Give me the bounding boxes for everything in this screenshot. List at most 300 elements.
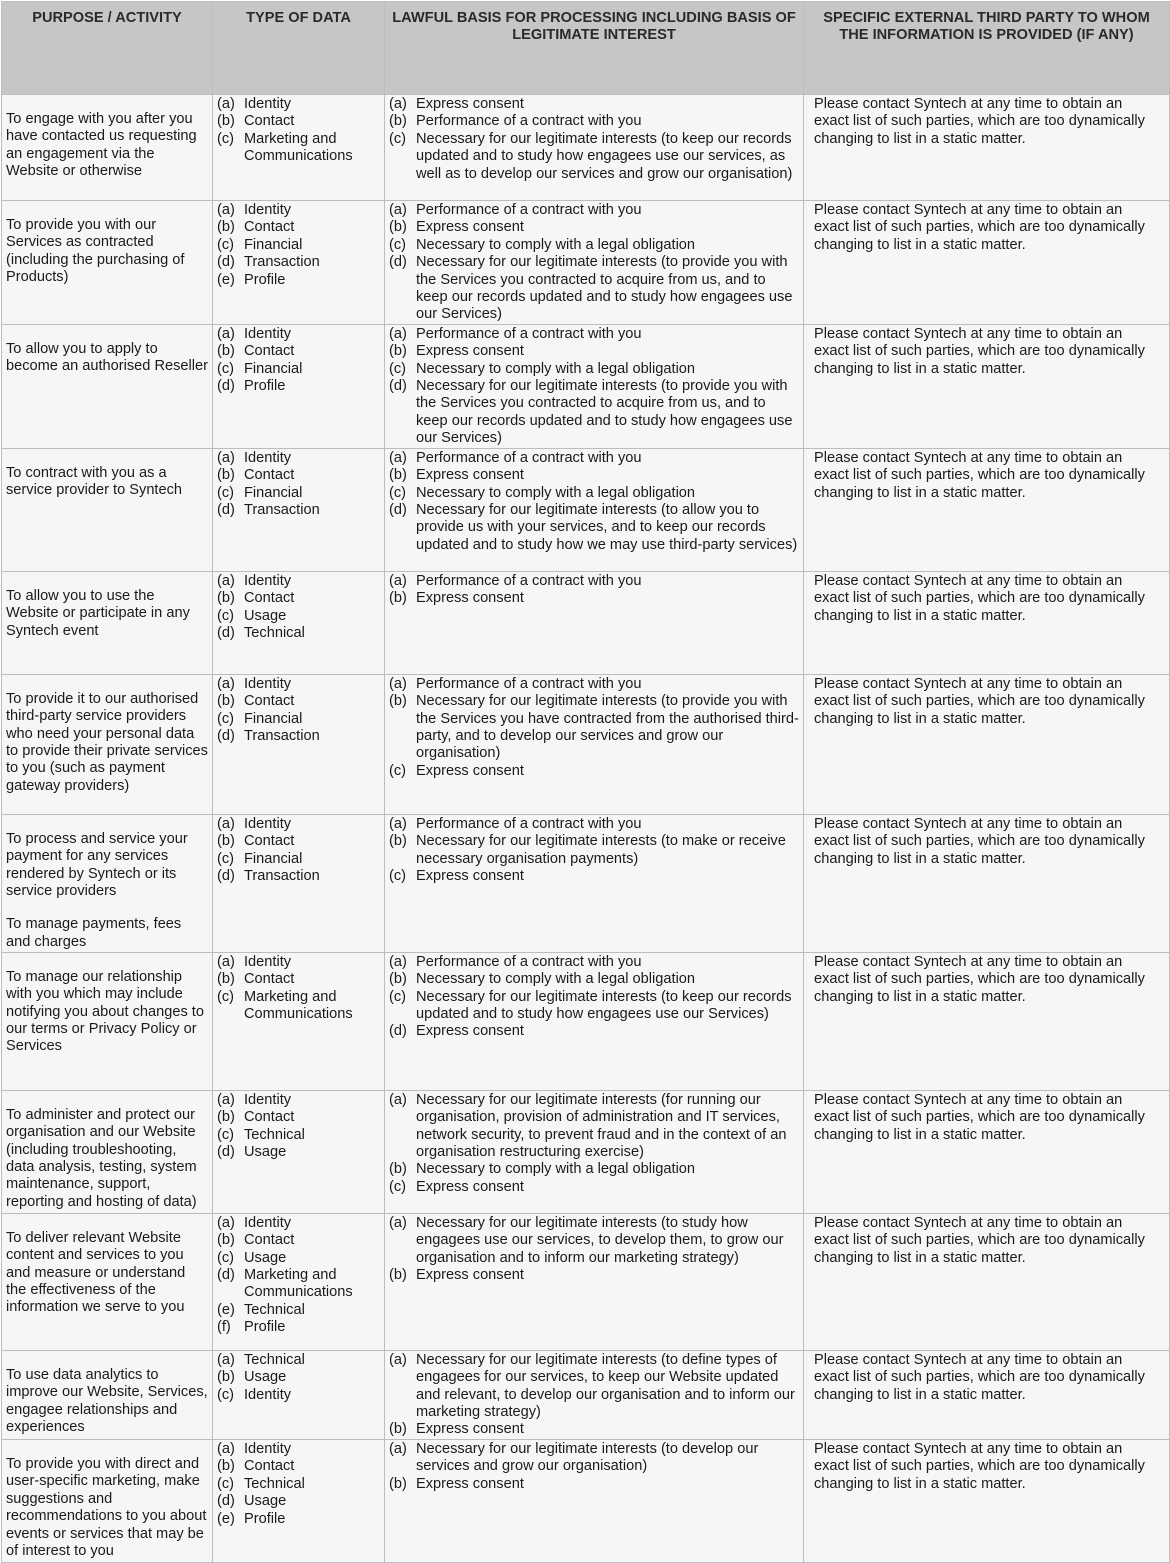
data-type-item: Identity	[244, 449, 292, 466]
list-item	[217, 833, 380, 850]
list-item	[389, 989, 799, 1024]
list-marker: (a)	[217, 325, 235, 342]
list-item	[217, 502, 380, 519]
data-type-cell	[213, 448, 385, 571]
list-marker: (c)	[389, 868, 407, 885]
purpose-text: To provide you with our Services as contracted (including the purchasing of Products)	[6, 217, 185, 286]
purpose-cell	[2, 324, 213, 448]
list-marker: (e)	[217, 1510, 235, 1527]
list-item	[389, 502, 799, 554]
list-item	[389, 96, 799, 113]
list-marker: (c)	[217, 710, 235, 727]
list-item	[389, 816, 799, 833]
purpose-text: To provide it to our authorised third-party service providers who need your personal data to provide their private services to you (such as payment gateway providers)	[6, 690, 208, 794]
lawful-basis-item: Express consent	[416, 868, 524, 885]
purpose-cell	[2, 1213, 213, 1350]
header-type-of-data: TYPE OF DATA	[213, 2, 385, 95]
header-purpose: PURPOSE / ACTIVITY	[2, 2, 213, 95]
list-marker: (a)	[389, 1351, 407, 1368]
list-marker: (c)	[389, 130, 407, 147]
list-marker: (c)	[217, 1249, 235, 1266]
lawful-basis-item: Express consent	[416, 1267, 524, 1284]
data-type-item: Financial	[244, 850, 303, 867]
list-item	[217, 693, 380, 710]
list-item	[389, 254, 799, 324]
list-item	[217, 1352, 380, 1369]
data-type-cell	[213, 95, 385, 201]
lawful-basis-item: Express consent	[416, 343, 524, 360]
third-party-cell: Please contact Syntech at any time to obtain an exact list of such parties, which are too dynamically changing to list in a static matter.	[804, 1213, 1170, 1350]
list-item	[217, 1144, 380, 1161]
lawful-basis-item: Necessary for our legitimate interests (for running our organisation, provision of administration and IT services, network security, to prevent fraud and in the context of an organisation restructuring exercise)	[416, 1091, 787, 1161]
lawful-basis-item: Performance of a contract with you	[416, 113, 642, 130]
lawful-basis-item: Express consent	[416, 1023, 524, 1040]
list-marker: (a)	[217, 675, 235, 692]
data-type-cell	[213, 674, 385, 814]
list-item	[389, 485, 799, 502]
list-item	[217, 1267, 380, 1302]
data-type-item: Financial	[244, 360, 303, 377]
purpose-text: To use data analytics to improve our Website, Services, engagee relationships and experiences	[6, 1366, 208, 1436]
list-marker: (b)	[389, 219, 407, 236]
data-type-item: Identity	[244, 815, 292, 832]
list-marker: (b)	[217, 1109, 235, 1126]
lawful-basis-cell	[385, 571, 804, 674]
lawful-basis-item: Express consent	[416, 1421, 524, 1438]
list-marker: (b)	[217, 971, 235, 988]
lawful-basis-item: Necessary for our legitimate interests (to provide you with the Services you contracted to acquire from us, and to keep our records updated and to study how engagees use our Services)	[416, 254, 793, 323]
list-item	[389, 467, 799, 484]
lawful-basis-item: Necessary for our legitimate interests (to provide you with the Services you contracted to acquire from us, and to keep our records updated and to study how engagees use our Services)	[416, 378, 793, 447]
list-item	[389, 954, 799, 971]
lawful-basis-item: Performance of a contract with you	[416, 953, 642, 970]
table-row	[2, 571, 1170, 674]
list-item	[389, 131, 799, 183]
list-marker: (b)	[217, 590, 235, 607]
third-party-cell: Please contact Syntech at any time to obtain an exact list of such parties, which are too dynamically changing to list in a static matter.	[804, 201, 1170, 325]
list-item	[217, 989, 380, 1024]
purpose-text: To process and service your payment for any services rendered by Syntech or its service providers	[6, 830, 188, 900]
table-row	[2, 952, 1170, 1090]
data-type-item: Identity	[244, 325, 292, 342]
list-item	[217, 728, 380, 745]
purpose-cell	[2, 571, 213, 674]
lawful-basis-item: Necessary to comply with a legal obligation	[416, 360, 696, 377]
purpose-cell	[2, 814, 213, 952]
list-marker: (a)	[389, 202, 407, 218]
list-marker: (b)	[389, 1161, 407, 1178]
lawful-basis-item: Necessary to comply with a legal obligation	[416, 971, 696, 988]
list-marker: (b)	[389, 1475, 407, 1492]
list-marker: (b)	[389, 971, 407, 988]
lawful-basis-item: Necessary for our legitimate interests (to define types of engagees for our services, to keep our Website updated and relevant, to develop our organisation and to inform our marketing strategy)	[416, 1351, 795, 1421]
list-item	[217, 326, 380, 343]
third-party-cell: Please contact Syntech at any time to obtain an exact list of such parties, which are too dynamically changing to list in a static matter.	[804, 1090, 1170, 1213]
lawful-basis-item: Necessary to comply with a legal obligation	[416, 1161, 696, 1178]
lawful-basis-item: Express consent	[416, 219, 524, 236]
lawful-basis-item: Necessary for our legitimate interests (to keep our records updated and to study how engagees use our Services)	[416, 988, 792, 1023]
lawful-basis-item: Express consent	[416, 590, 524, 607]
data-type-item: Usage	[244, 1493, 287, 1510]
list-item	[389, 361, 799, 378]
list-marker: (a)	[217, 449, 235, 466]
data-type-item: Usage	[244, 1144, 287, 1161]
list-marker: (b)	[389, 113, 407, 130]
data-type-cell	[213, 1090, 385, 1213]
data-type-item: Identity	[244, 675, 292, 692]
list-marker: (a)	[217, 1440, 235, 1457]
lawful-basis-item: Necessary for our legitimate interests (to provide you with the Services you have contracted from the authorised third-party, and to develop our services and grow our organisation)	[416, 693, 799, 762]
lawful-basis-item: Performance of a contract with you	[416, 815, 642, 832]
header-lawful-basis: LAWFUL BASIS FOR PROCESSING INCLUDING BASIS OF LEGITIMATE INTEREST	[385, 2, 804, 95]
lawful-basis-item: Performance of a contract with you	[416, 202, 642, 218]
list-marker: (b)	[389, 590, 407, 607]
list-marker: (d)	[389, 1023, 407, 1040]
data-type-item: Financial	[244, 710, 303, 727]
lawful-basis-cell	[385, 1213, 804, 1350]
list-marker: (b)	[217, 343, 235, 360]
list-marker: (f)	[217, 1319, 231, 1336]
table-row	[2, 814, 1170, 952]
data-type-item: Technical	[244, 1475, 305, 1492]
data-type-cell	[213, 571, 385, 674]
list-marker: (b)	[217, 1458, 235, 1475]
list-marker: (d)	[217, 1144, 235, 1161]
list-item	[217, 113, 380, 130]
lawful-basis-item: Express consent	[416, 96, 524, 112]
data-type-item: Transaction	[244, 728, 320, 745]
purpose-text: To provide you with direct and user-specific marketing, make suggestions and recommendations to you about events or services that may be of interest to you	[6, 1455, 207, 1559]
list-marker: (c)	[217, 607, 235, 624]
list-item	[217, 971, 380, 988]
data-type-item: Marketing and Communications	[244, 130, 353, 165]
list-marker: (a)	[217, 96, 235, 112]
data-type-item: Identity	[244, 572, 292, 589]
list-item	[217, 816, 380, 833]
list-marker: (a)	[389, 675, 407, 692]
lawful-basis-item: Performance of a contract with you	[416, 449, 642, 466]
list-item	[389, 693, 799, 763]
list-item	[217, 1458, 380, 1475]
list-marker: (a)	[389, 1214, 407, 1231]
list-marker: (a)	[389, 1091, 407, 1108]
data-type-item: Identity	[244, 96, 292, 112]
lawful-basis-item: Performance of a contract with you	[416, 325, 642, 342]
list-marker: (c)	[217, 130, 235, 147]
list-marker: (c)	[217, 484, 235, 501]
purpose-cell	[2, 1439, 213, 1562]
list-marker: (c)	[389, 762, 407, 779]
list-marker: (d)	[389, 378, 407, 395]
list-marker: (b)	[389, 833, 407, 850]
list-marker: (b)	[217, 219, 235, 236]
list-marker: (a)	[217, 1351, 235, 1368]
list-item	[217, 378, 380, 395]
third-party-cell: Please contact Syntech at any time to obtain an exact list of such parties, which are too dynamically changing to list in a static matter.	[804, 1350, 1170, 1439]
data-type-item: Contact	[244, 219, 295, 236]
list-marker: (b)	[389, 1421, 407, 1438]
list-item	[389, 1092, 799, 1162]
list-marker: (a)	[389, 572, 407, 589]
lawful-basis-cell	[385, 674, 804, 814]
table-row	[2, 1350, 1170, 1439]
list-item	[389, 1161, 799, 1178]
list-item	[389, 1023, 799, 1040]
header-row	[2, 2, 1170, 95]
list-marker: (a)	[217, 202, 235, 218]
third-party-cell: Please contact Syntech at any time to obtain an exact list of such parties, which are too dynamically changing to list in a static matter.	[804, 324, 1170, 448]
third-party-cell: Please contact Syntech at any time to obtain an exact list of such parties, which are too dynamically changing to list in a static matter.	[804, 1439, 1170, 1562]
list-item	[217, 590, 380, 607]
list-item	[217, 868, 380, 885]
list-marker: (d)	[217, 625, 235, 642]
lawful-basis-item: Performance of a contract with you	[416, 675, 642, 692]
list-item	[389, 343, 799, 360]
list-marker: (b)	[217, 833, 235, 850]
list-marker: (b)	[389, 1267, 407, 1284]
list-marker: (e)	[217, 271, 235, 288]
purpose-cell	[2, 1090, 213, 1213]
lawful-basis-cell	[385, 1090, 804, 1213]
list-item	[389, 1215, 799, 1267]
list-item	[389, 573, 799, 590]
purpose-cell	[2, 1350, 213, 1439]
list-item	[217, 219, 380, 236]
list-item	[217, 450, 380, 467]
list-item	[217, 625, 380, 642]
list-item	[217, 96, 380, 113]
lawful-basis-cell	[385, 1350, 804, 1439]
data-type-item: Contact	[244, 467, 295, 484]
list-marker: (c)	[389, 484, 407, 501]
data-type-item: Usage	[244, 607, 287, 624]
lawful-basis-cell	[385, 952, 804, 1090]
list-item	[389, 1476, 799, 1493]
list-marker: (b)	[217, 1369, 235, 1386]
data-type-cell	[213, 201, 385, 325]
list-item	[217, 573, 380, 590]
list-item	[389, 1352, 799, 1422]
list-marker: (a)	[217, 1091, 235, 1108]
data-type-item: Financial	[244, 236, 303, 253]
data-type-item: Contact	[244, 1458, 295, 1475]
data-type-cell	[213, 1213, 385, 1350]
data-type-item: Profile	[244, 1319, 286, 1336]
purpose-text: To engage with you after you have contacted us requesting an engagement via the Website or otherwise	[6, 111, 197, 180]
table-row	[2, 324, 1170, 448]
data-type-item: Contact	[244, 1232, 295, 1249]
list-item	[389, 450, 799, 467]
lawful-basis-cell	[385, 201, 804, 325]
list-item	[217, 1387, 380, 1404]
table-row	[2, 1090, 1170, 1213]
list-item	[217, 1493, 380, 1510]
list-item	[217, 467, 380, 484]
data-type-item: Technical	[244, 1301, 305, 1318]
purpose-text: To deliver relevant Website content and services to you and measure or understand the effectiveness of the information we serve to you	[6, 1229, 186, 1316]
purpose-text: To manage our relationship with you which may include notifying you about changes to our terms or Privacy Policy or Services	[6, 968, 204, 1055]
list-marker: (b)	[217, 113, 235, 130]
data-type-item: Usage	[244, 1369, 287, 1386]
list-marker: (d)	[389, 502, 407, 519]
table-row	[2, 1213, 1170, 1350]
third-party-cell: Please contact Syntech at any time to obtain an exact list of such parties, which are too dynamically changing to list in a static matter.	[804, 814, 1170, 952]
data-type-item: Identity	[244, 1440, 292, 1457]
data-type-item: Technical	[244, 1126, 305, 1143]
lawful-basis-item: Necessary to comply with a legal obligation	[416, 236, 696, 253]
list-marker: (a)	[389, 96, 407, 112]
list-item	[217, 237, 380, 254]
data-type-item: Profile	[244, 1510, 286, 1527]
list-marker: (d)	[217, 1493, 235, 1510]
third-party-cell: Please contact Syntech at any time to obtain an exact list of such parties, which are too dynamically changing to list in a static matter.	[804, 571, 1170, 674]
header-third-party: SPECIFIC EXTERNAL THIRD PARTY TO WHOM THE INFORMATION IS PROVIDED (IF ANY)	[804, 2, 1170, 95]
list-item	[217, 254, 380, 271]
lawful-basis-item: Necessary for our legitimate interests (to develop our services and grow our organisation)	[416, 1440, 759, 1475]
list-marker: (c)	[389, 236, 407, 253]
data-type-item: Transaction	[244, 502, 320, 519]
list-item	[217, 272, 380, 289]
list-marker: (b)	[389, 693, 407, 710]
list-item	[389, 1267, 799, 1284]
list-marker: (a)	[389, 1440, 407, 1457]
list-marker: (a)	[389, 325, 407, 342]
lawful-basis-item: Necessary for our legitimate interests (to allow you to provide us with your services, and to keep our records updated and to study how we may use third-party services)	[416, 502, 798, 553]
list-marker: (b)	[217, 693, 235, 710]
data-type-item: Contact	[244, 693, 295, 710]
data-type-cell	[213, 1350, 385, 1439]
list-marker: (c)	[217, 988, 235, 1005]
list-marker: (d)	[217, 868, 235, 885]
third-party-cell: Please contact Syntech at any time to obtain an exact list of such parties, which are too dynamically changing to list in a static matter.	[804, 448, 1170, 571]
data-type-item: Profile	[244, 271, 286, 288]
purpose-cell	[2, 95, 213, 201]
lawful-basis-cell	[385, 814, 804, 952]
data-type-item: Identity	[244, 202, 292, 218]
list-marker: (c)	[389, 360, 407, 377]
list-item	[217, 1092, 380, 1109]
lawful-basis-item: Necessary for our legitimate interests (to make or receive necessary organisation payments)	[416, 833, 786, 867]
list-item	[217, 1250, 380, 1267]
lawful-basis-cell	[385, 1439, 804, 1562]
list-marker: (e)	[217, 1301, 235, 1318]
lawful-basis-cell	[385, 95, 804, 201]
purpose-cell	[2, 201, 213, 325]
list-item	[389, 676, 799, 693]
privacy-processing-table	[1, 1, 1170, 1563]
lawful-basis-cell	[385, 448, 804, 571]
data-type-item: Identity	[244, 953, 292, 970]
table-row	[2, 95, 1170, 201]
list-item	[217, 851, 380, 868]
list-item	[389, 1179, 799, 1196]
list-marker: (a)	[217, 1214, 235, 1231]
lawful-basis-cell	[385, 324, 804, 448]
list-item	[217, 1302, 380, 1319]
purpose-text: To allow you to apply to become an authorised Reseller	[6, 340, 208, 375]
data-type-cell	[213, 324, 385, 448]
table-body	[2, 95, 1170, 1563]
lawful-basis-item: Necessary for our legitimate interests (to study how engagees use our services, to develop them, to grow our organisation and to inform our marketing strategy)	[416, 1214, 784, 1266]
list-item	[217, 1511, 380, 1528]
list-item	[389, 971, 799, 988]
lawful-basis-item: Express consent	[416, 1178, 524, 1195]
list-item	[217, 131, 380, 166]
data-type-cell	[213, 1439, 385, 1562]
list-item	[389, 378, 799, 448]
data-type-item: Contact	[244, 590, 295, 607]
list-marker: (b)	[217, 467, 235, 484]
data-type-item: Contact	[244, 971, 295, 988]
data-type-item: Marketing and Communications	[244, 1267, 353, 1301]
data-type-item: Technical	[244, 1351, 305, 1368]
list-marker: (a)	[217, 953, 235, 970]
lawful-basis-item: Express consent	[416, 1475, 524, 1492]
list-item	[217, 1215, 380, 1232]
third-party-cell: Please contact Syntech at any time to obtain an exact list of such parties, which are too dynamically changing to list in a static matter.	[804, 95, 1170, 201]
list-item	[389, 868, 799, 885]
purpose-cell	[2, 448, 213, 571]
data-type-item: Profile	[244, 378, 286, 395]
data-type-item: Usage	[244, 1249, 287, 1266]
list-item	[217, 1369, 380, 1386]
third-party-cell: Please contact Syntech at any time to obtain an exact list of such parties, which are too dynamically changing to list in a static matter.	[804, 952, 1170, 1090]
list-marker: (d)	[217, 502, 235, 519]
list-item	[217, 343, 380, 360]
list-marker: (d)	[217, 378, 235, 395]
list-item	[217, 1476, 380, 1493]
list-item	[389, 326, 799, 343]
data-type-cell	[213, 814, 385, 952]
list-marker: (d)	[217, 254, 235, 271]
list-item	[217, 1109, 380, 1126]
list-item	[217, 1127, 380, 1144]
data-type-item: Contact	[244, 343, 295, 360]
table-row	[2, 448, 1170, 571]
list-item	[389, 237, 799, 254]
data-type-item: Transaction	[244, 254, 320, 271]
purpose-cell	[2, 674, 213, 814]
list-item	[389, 590, 799, 607]
list-item	[389, 113, 799, 130]
list-marker: (a)	[217, 572, 235, 589]
data-type-item: Identity	[244, 1214, 292, 1231]
third-party-cell: Please contact Syntech at any time to obtain an exact list of such parties, which are too dynamically changing to list in a static matter.	[804, 674, 1170, 814]
list-marker: (c)	[217, 236, 235, 253]
list-item	[217, 1232, 380, 1249]
list-item	[217, 485, 380, 502]
list-item	[217, 608, 380, 625]
list-item	[389, 1441, 799, 1476]
data-type-item: Financial	[244, 484, 303, 501]
lawful-basis-item: Express consent	[416, 762, 524, 779]
purpose-text: To administer and protect our organisation and our Website (including troubleshooting, data analysis, testing, system maintenance, support, reporting and hosting of data)	[6, 1106, 197, 1210]
list-marker: (a)	[389, 815, 407, 832]
list-marker: (c)	[217, 360, 235, 377]
data-type-item: Identity	[244, 1386, 292, 1403]
purpose-cell	[2, 952, 213, 1090]
table-row	[2, 674, 1170, 814]
data-type-item: Contact	[244, 833, 295, 850]
list-marker: (b)	[389, 343, 407, 360]
list-marker: (b)	[389, 467, 407, 484]
list-marker: (c)	[217, 1475, 235, 1492]
data-type-cell	[213, 952, 385, 1090]
data-type-item: Identity	[244, 1091, 292, 1108]
list-item	[389, 1421, 799, 1438]
lawful-basis-item: Performance of a contract with you	[416, 572, 642, 589]
table-row	[2, 1439, 1170, 1562]
